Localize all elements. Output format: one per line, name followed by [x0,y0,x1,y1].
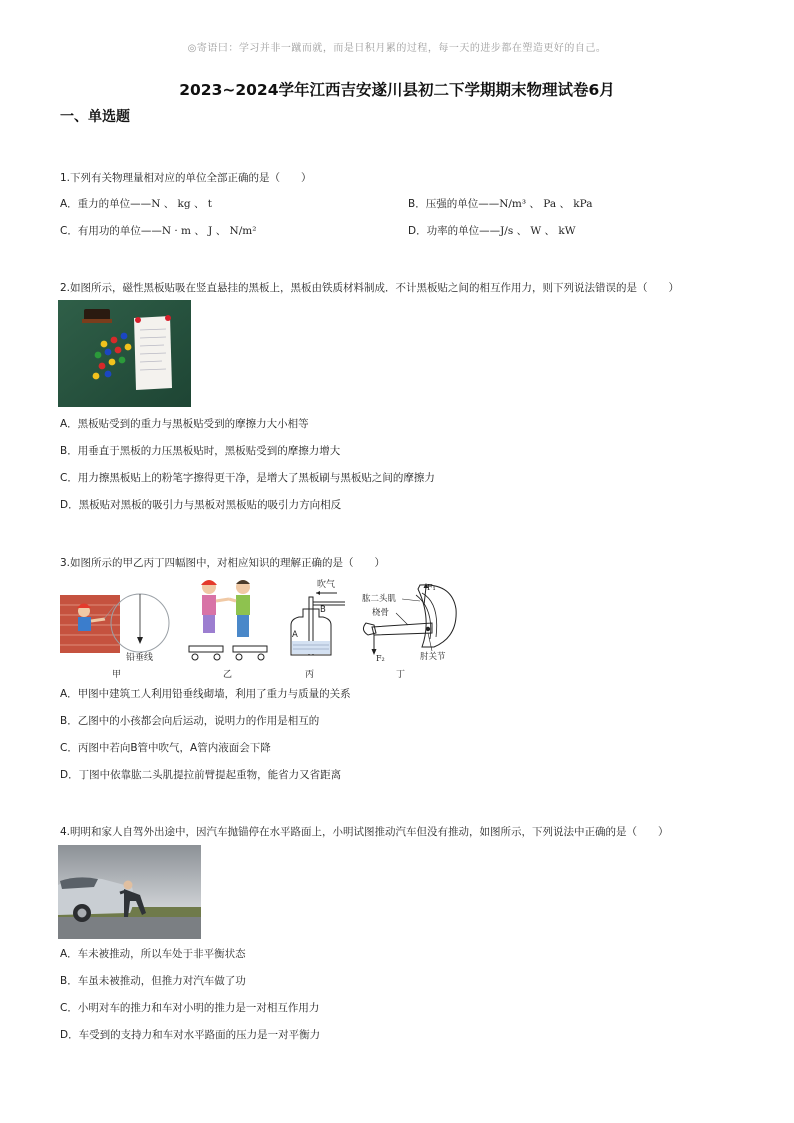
figure-jia-plumb-line [60,575,173,683]
question-2-stem: 2.如图所示，磁性黑板贴吸在竖直悬挂的黑板上，黑板由铁质材料制成．不计黑板贴之间的相互作用力，则下列说法错误的是（ ） [60,282,680,294]
question-1-option-a[interactable] [60,196,212,211]
question-4-option-d[interactable]: D．车受到的支持力和车对水平路面的压力是一对平衡力 [60,1029,321,1041]
figure-yi-skateboards [183,575,296,683]
force-f1-label: F₁ [427,583,436,592]
elbow-label: 肘关节 [420,652,446,662]
question-2-option-a[interactable]: A．黑板贴受到的重力与黑板贴受到的摩擦力大小相等 [60,418,309,430]
figure-yi-label: 乙 [223,670,233,680]
figure-bing-tubes [283,575,353,683]
option-label: B．压强的单位—— [408,198,500,210]
plumb-line-label: 铅垂线 [126,653,154,663]
question-1-option-c[interactable] [60,223,256,238]
question-3-stem: 3.如图所示的甲乙丙丁四幅图中，对相应知识的理解正确的是（ ） [60,557,386,569]
question-2-option-b[interactable]: B．用垂直于黑板的力压黑板贴时，黑板贴受到的摩擦力增大 [60,445,341,457]
question-4-stem: 4.明明和家人自驾外出途中，因汽车抛锚停在水平路面上，小明试图推动汽车但没有推动，如图所示，下列说法中正确的是（ ） [60,826,669,838]
option-math: N · m 、 J 、 N/m² [161,225,257,237]
page-title: 2023~2024学年江西吉安遂川县初二下学期期末物理试卷6月 [179,81,615,99]
car-push-photo [58,845,201,939]
figure-jia-label: 甲 [112,670,122,680]
question-4-option-b[interactable]: B．车虽未被推动，但推力对汽车做了功 [60,975,246,987]
option-label: D．功率的单位—— [408,225,501,237]
blow-label: 吹气 [317,580,336,590]
tube-a-label: A [292,630,298,640]
figure-ding-label: 丁 [396,670,406,680]
question-4-option-c[interactable]: C．小明对车的推力和车对小明的推力是一对相互作用力 [60,1002,320,1014]
radius-label: 桡骨 [372,608,390,618]
option-label: C．有用功的单位—— [60,225,162,237]
figure-ding-arm-lever [360,575,470,683]
option-math: J/s 、 W 、 kW [500,225,576,237]
question-2-option-d[interactable]: D．黑板贴对黑板的吸引力与黑板对黑板贴的吸引力方向相反 [60,499,342,511]
tube-b-label: B [320,605,326,615]
question-3-option-b[interactable]: B．乙图中的小孩都会向后运动，说明力的作用是相互的 [60,715,320,727]
question-1-stem: 1.下列有关物理量相对应的单位全部正确的是（ ） [60,172,312,184]
question-3-option-c[interactable]: C．丙图中若向B管中吹气，A管内液面会下降 [60,742,271,754]
option-label: A．重力的单位—— [60,198,152,210]
section-heading: 一、单选题 [60,109,130,125]
motto-line: ◎寄语曰：学习并非一蹴而就，而是日积月累的过程，每一天的进步都在塑造更好的自己。 [187,43,607,54]
question-1-option-b[interactable] [408,196,593,211]
blackboard-photo [58,300,191,407]
question-3-option-d[interactable]: D．丁图中依靠肱二头肌提拉前臂提起重物，能省力又省距离 [60,769,342,781]
figure-bing-label: 丙 [305,670,315,680]
force-f2-label: F₂ [376,654,385,663]
option-math: N/m³ 、 Pa 、 kPa [499,198,593,210]
question-1-option-d[interactable] [408,223,576,238]
question-4-option-a[interactable]: A．车未被推动，所以车处于非平衡状态 [60,948,246,960]
question-3-option-a[interactable]: A．甲图中建筑工人利用铅垂线砌墙，利用了重力与质量的关系 [60,688,351,700]
option-math: N 、 kg 、 t [151,198,213,210]
biceps-label: 肱二头肌 [362,594,397,604]
question-2-option-c[interactable]: C．用力擦黑板贴上的粉笔字擦得更干净，是增大了黑板刷与黑板贴之间的摩擦力 [60,472,435,484]
